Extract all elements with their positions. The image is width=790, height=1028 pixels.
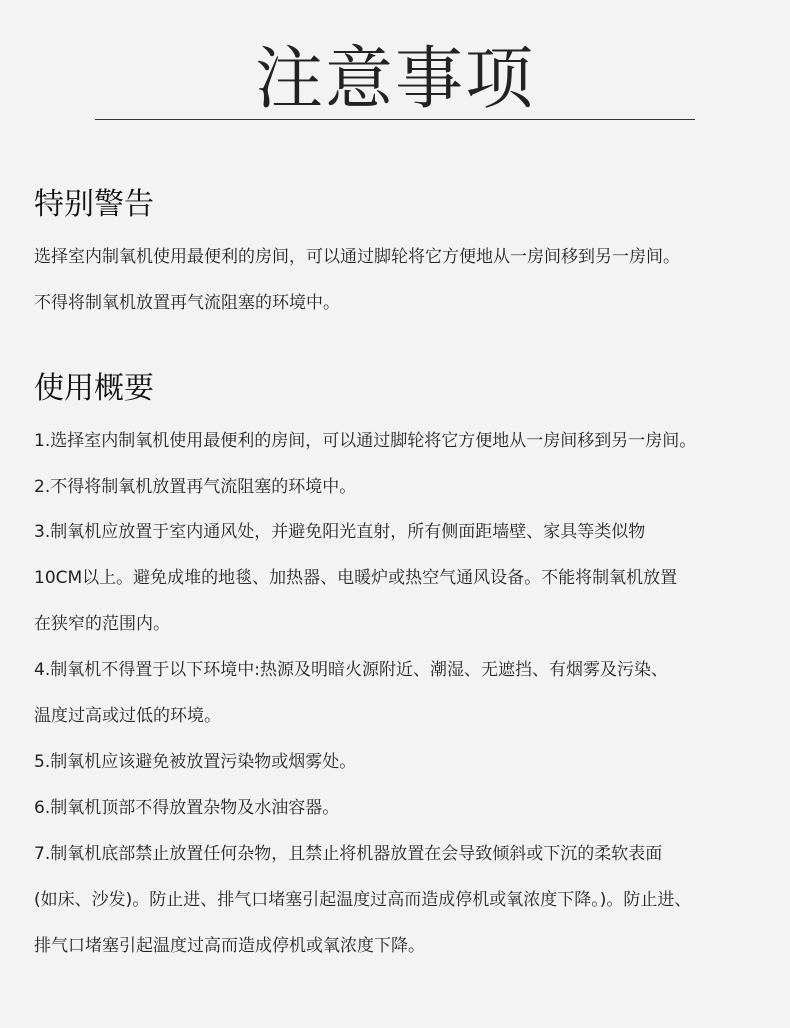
warning-heading: 特别警告	[34, 187, 154, 222]
overview-line-7: 温度过高或过低的环境。	[34, 706, 221, 726]
overview-line-9: 6.制氧机顶部不得放置杂物及水油容器。	[34, 798, 340, 818]
page-title: 注意事项	[254, 40, 535, 119]
overview-line-12: 排气口堵塞引起温度过高而造成停机或氧浓度下降。	[34, 936, 425, 956]
overview-line-11: (如床、沙发)。防止进、排气口堵塞引起温度过高而造成停机或氧浓度下降。)。防止进、	[34, 890, 692, 910]
overview-line-8: 5.制氧机应该避免被放置污染物或烟雾处。	[34, 752, 357, 772]
warning-line-1: 选择室内制氧机使用最便利的房间，可以通过脚轮将它方便地从一房间移到另一房间。	[34, 247, 680, 267]
overview-line-3: 3.制氧机应放置于室内通风处，并避免阳光直射，所有侧面距墙壁、家具等类似物	[34, 522, 646, 542]
overview-line-1: 1.选择室内制氧机使用最便利的房间，可以通过脚轮将它方便地从一房间移到另一房间。	[34, 431, 697, 451]
overview-line-2: 2.不得将制氧机放置再气流阻塞的环境中。	[34, 477, 357, 497]
overview-line-6: 4.制氧机不得置于以下环境中:热源及明暗火源附近、潮湿、无遮挡、有烟雾及污染、	[34, 660, 668, 680]
title-divider	[95, 119, 695, 120]
overview-line-5: 在狭窄的范围内。	[34, 614, 170, 634]
warning-line-2: 不得将制氧机放置再气流阻塞的环境中。	[34, 293, 340, 313]
overview-line-10: 7.制氧机底部禁止放置任何杂物，且禁止将机器放置在会导致倾斜或下沉的柔软表面	[34, 844, 663, 864]
overview-line-4: 10CM以上。避免成堆的地毯、加热器、电暖炉或热空气通风设备。不能将制氧机放置	[34, 568, 678, 588]
overview-heading: 使用概要	[34, 371, 154, 406]
